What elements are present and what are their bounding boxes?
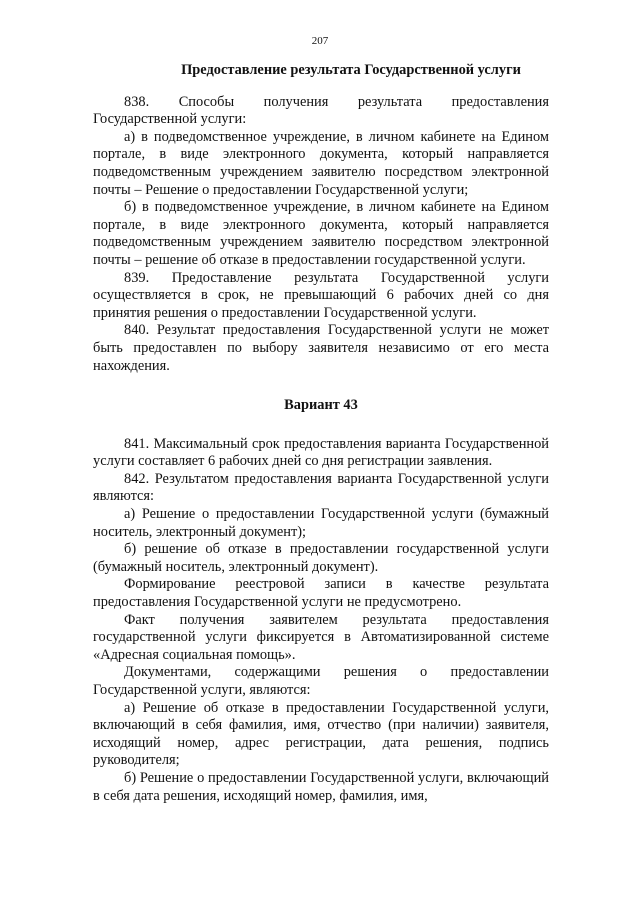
paragraph-refusal-decision: а) Решение об отказе в предоставлении Государственной услуги, включающий в себя фамилия, имя, отчество (при наличии) заявителя, исходящий номер, адрес регистрации, дата решения, подпись руководителя; [93,699,549,769]
paragraph-841: 841. Максимальный срок предоставления варианта Государственной услуги составляет 6 рабочих дней со дня регистрации заявления. [93,435,549,470]
paragraph-decision-documents: Документами, содержащими решения о предоставлении Государственной услуги, являются: [93,664,549,698]
paragraph-839: 839. Предоставление результата Государственной услуги осуществляется в срок, не превышающий 6 рабочих дней со дня принятия решения о предоставлении Государственной услуги. [93,269,549,321]
paragraph-receipt-fact: Факт получения заявителем результата предоставления государственной услуги фиксируется в Автоматизированной системе «Адресная социальная помощь». [93,611,549,663]
paragraph-838-a: а) в подведомственное учреждение, в личном кабинете на Едином портале, в виде электронного документа, который направляется подведомственным учреждением заявителю посредством электронной почты – Решение о предоставлении Государственной услуги; [93,128,549,198]
page-number: 207 [311,35,329,47]
document-body [93,62,549,805]
paragraph-840: 840. Результат предоставления Государственной услуги не может быть предоставлен по выбору заявителя независимо от его места нахождения. [93,322,549,374]
section-heading-variant-43: Вариант 43 [284,397,358,414]
paragraph-registry-record: Формирование реестровой записи в качестве результата предоставления Государственной услуги не предусмотрено. [93,576,549,611]
paragraph-838-b: б) в подведомственное учреждение, в личном кабинете на Едином портале, в виде электронного документа, который направляется подведомственным учреждением заявителю посредством электронной почты – решение об отказе в предоставлении государственной услуги. [93,199,549,268]
section-heading-result: Предоставление результата Государственной услуги [181,62,521,78]
paragraph-842-b: б) решение об отказе в предоставлении государственной услуги (бумажный носитель, электронный документ). [93,541,549,575]
paragraph-842: 842. Результатом предоставления варианта Государственной услуги являются: [93,470,549,505]
paragraph-842-a: а) Решение о предоставлении Государственной услуги (бумажный носитель, электронный документ); [93,506,549,540]
paragraph-838: 838. Способы получения результата предоставления Государственной услуги: [93,93,549,128]
paragraph-grant-decision: б) Решение о предоставлении Государственной услуги, включающий в себя дата решения, исходящий номер, фамилия, имя, [93,769,549,804]
